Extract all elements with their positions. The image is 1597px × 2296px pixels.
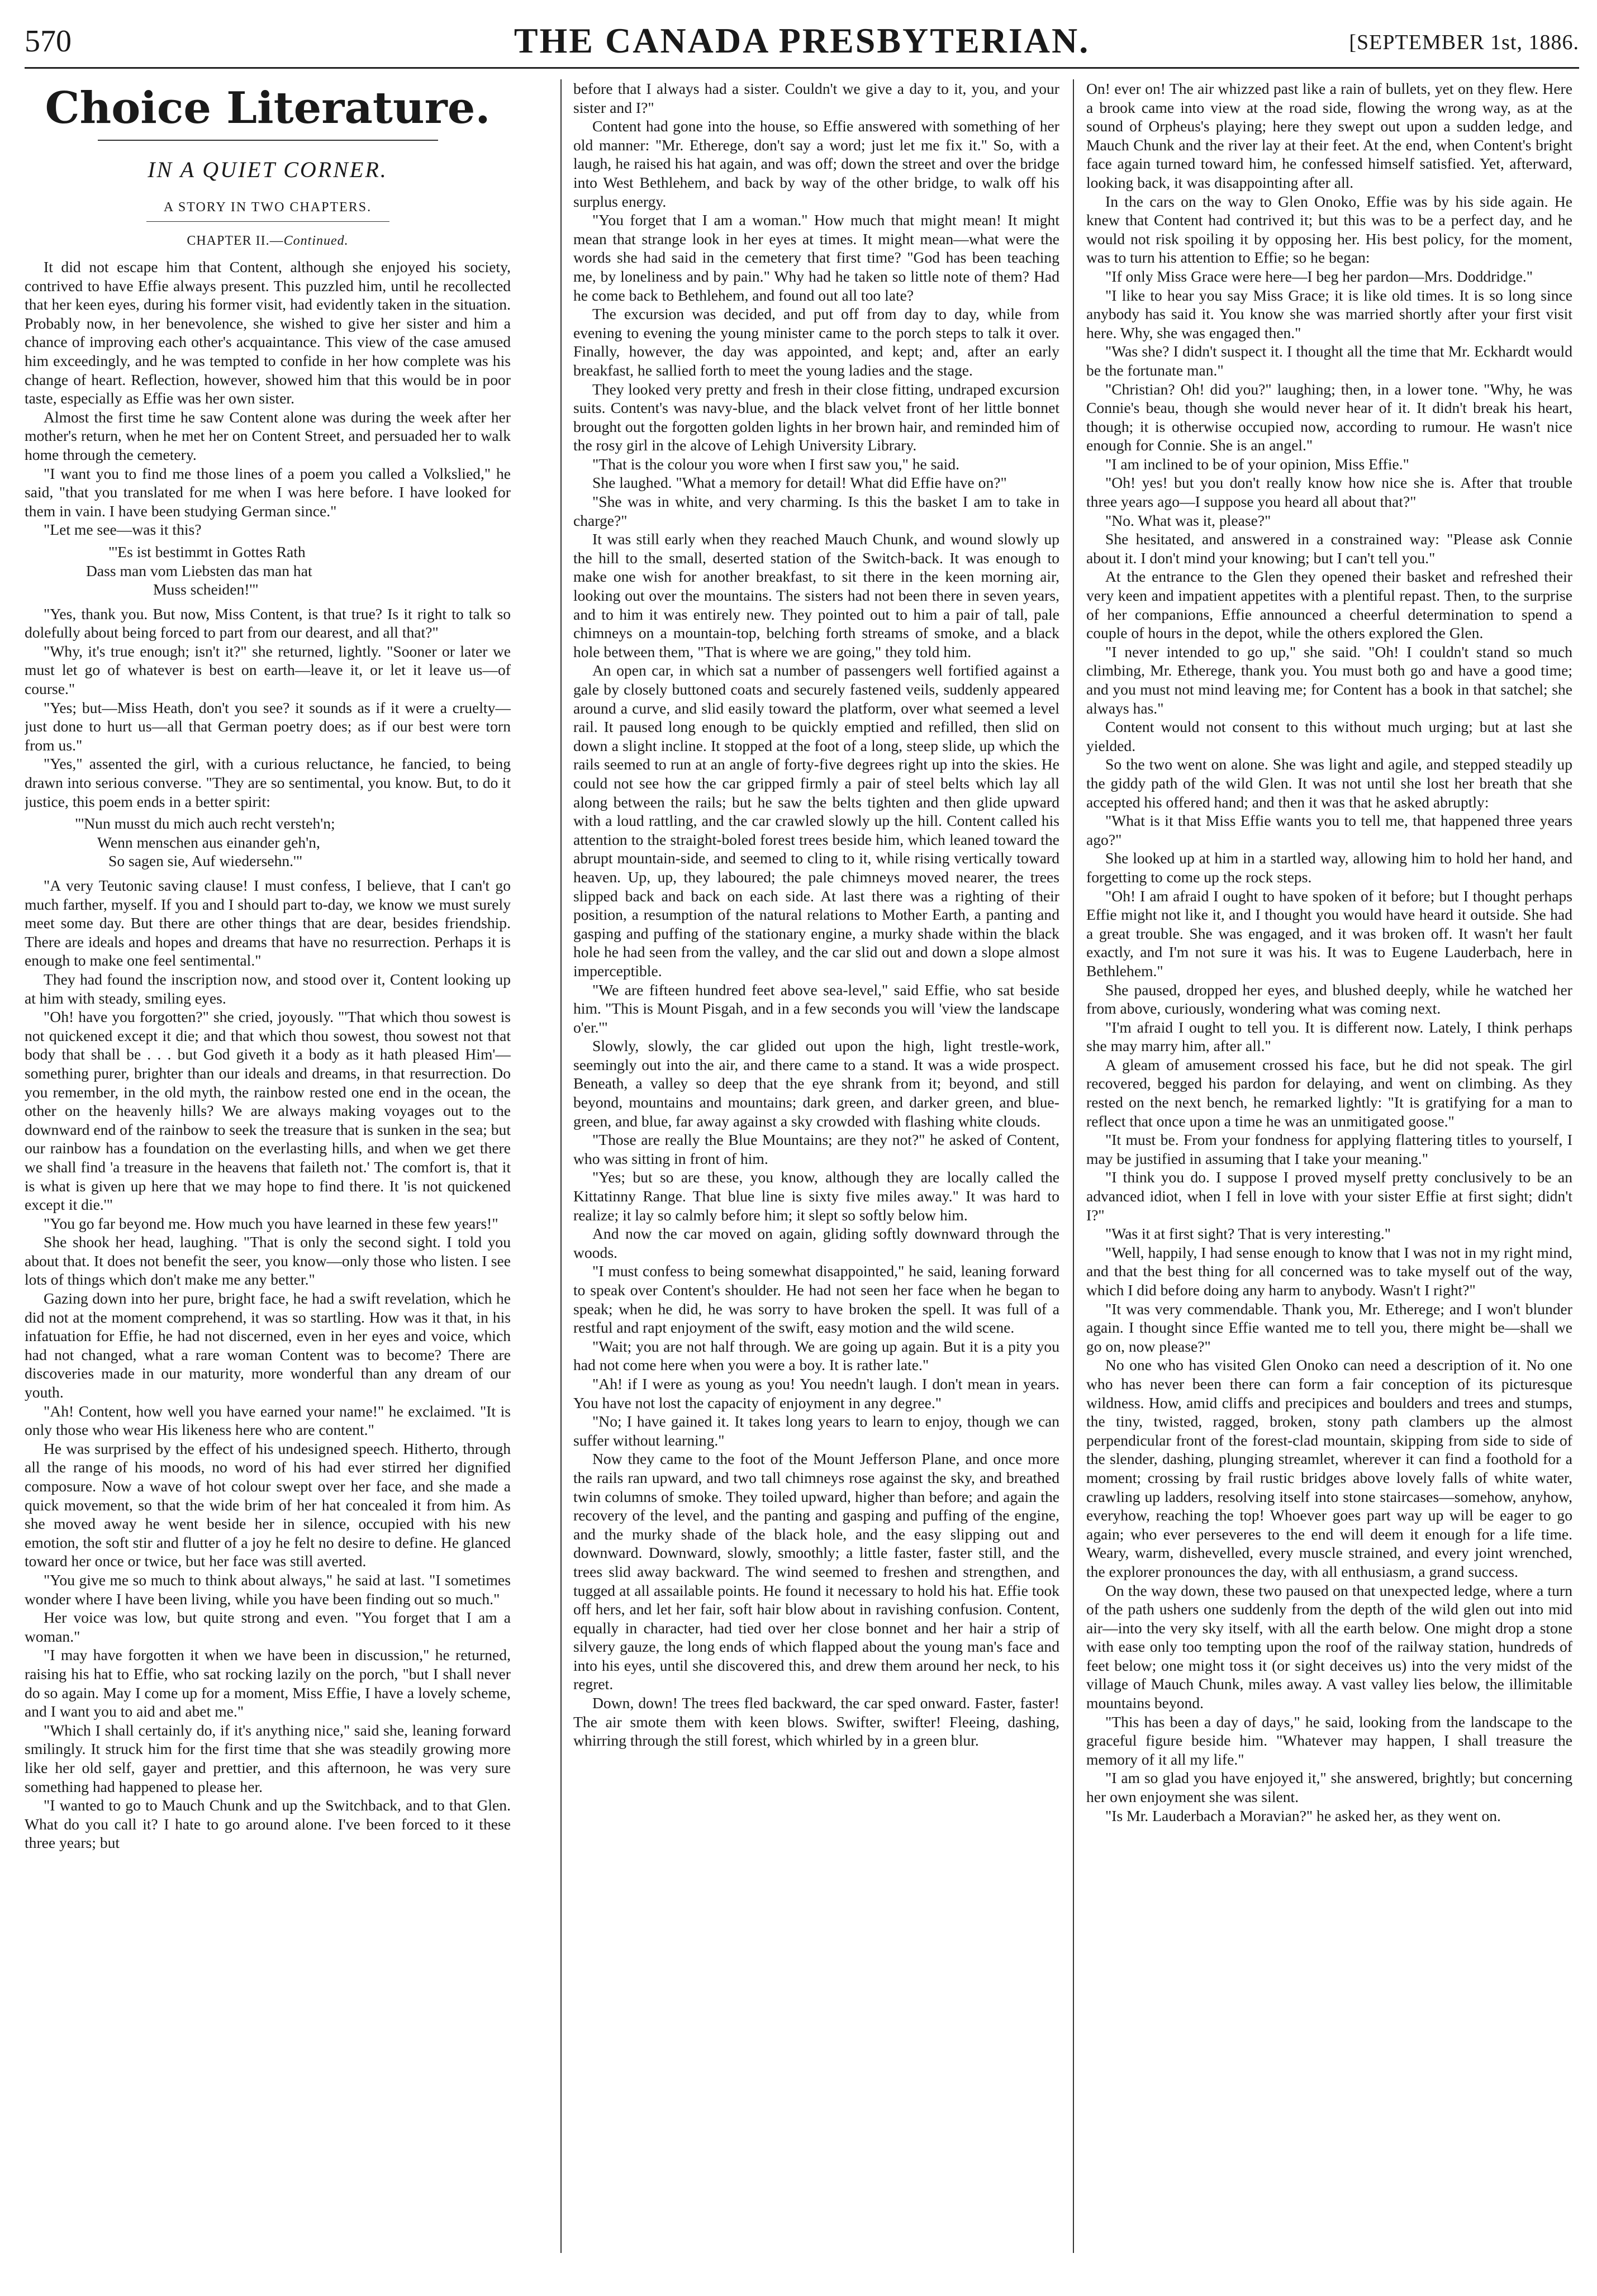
paragraph: "Wait; you are not half through. We are going up again. But it is a pity you had not come here when you were a boy. It is rather late." <box>573 1337 1059 1374</box>
verse-block <box>25 814 511 871</box>
page-number: 570 <box>25 24 72 59</box>
paragraph: "This has been a day of days," he said, looking from the landscape to the graceful figure beside him. "Whatever may happen, I shall treasure the memory of it all my life." <box>1086 1713 1572 1768</box>
paragraph: Down, down! The trees fled backward, the car sped onward. Faster, faster! The air smote them with keen blows. Swifter, swifter! Fleeing, dashing, whirring through the still forest, which whirled by in a green blur. <box>573 1694 1059 1750</box>
paragraph: "Yes," assented the girl, with a curious reluctance, he fancied, to being drawn into serious converse. "They are so sentimental, you know. But, to do it justice, this poem ends in a better spirit: <box>25 755 511 810</box>
paragraph: "I am so glad you have enjoyed it," she answered, brightly; but concerning her own enjoyment she was silent. <box>1086 1769 1572 1806</box>
paragraph: In the cars on the way to Glen Onoko, Effie was by his side again. He knew that Content had contrived it; but this was to be a perfect day, and he would not risk spoiling it by opposing her. His best policy, for the moment, was to turn his attention to Effie; so he began: <box>1086 192 1572 267</box>
paragraph: It did not escape him that Content, although she enjoyed his society, contrived to have Effie always present. This puzzled him, until he recollected that her keen eyes, during his former visit, had evidently taken in the situation. Probably now, in her benevolence, she wished to give her sister and him a chance of improving each other's acquaintance. This view of the case amused him exceedingly, and he was tempted to confide in her how complete was his change of heart. Reflection, however, showed him that this would be in poor taste, especially as Effie was her own sister. <box>25 258 511 407</box>
paragraph: before that I always had a sister. Couldn't we give a day to it, you, and your sister and I?" <box>573 80 1059 116</box>
paragraph: An open car, in which sat a number of passengers well fortified against a gale by closely buttoned coats and securely fastened veils, suddenly appeared around a curve, and slid easily toward the platform, over what seemed a level rail. It paused long enough to be quickly emptied and refilled, then slid on down a slight incline. It stopped at the foot of a long, steep slide, up which the rails seemed to run at an angle of forty-five degrees right up into the skies. He could not see how the car gripped firmly a pair of steel belts which lay all along between the rails; but he saw the belts tighten and then glide upward with a loud rattling, and the car crawled slowly up the hill. Content called his attention to the straight-boled forest trees beside him, which leaned toward the abrupt mountain-side, and seemed to cling to it, while rising vertically toward heaven. Up, up, they laboured; the pale chimneys moved nearer, the trees slipped back and back on each side. At last there was a righting of their position, a resumption of the natural relations to Mother Earth, a panting and gasping and puffing of the stationary engine, a murky shade within the black hole he had seen from the valley, and the car slid out and down a slope almost imperceptible. <box>573 662 1059 980</box>
paragraph: She laughed. "What a memory for detail! What did Effie have on?" <box>592 474 1007 492</box>
paragraph: She shook her head, laughing. "That is only the second sight. I told you about that. It does not benefit the seer, you know—only those who listen. I see lots of things which don't make me any better." <box>25 1233 511 1289</box>
paragraph: "No; I have gained it. It takes long years to learn to enjoy, though we can suffer without learning." <box>573 1413 1059 1449</box>
paragraph: "I may have forgotten it when we have been in discussion," he returned, raising his hat to Effie, who sat rocking lazily on the porch, "but I shall never do so again. May I come up for a moment, Miss Effie, I have a lovely scheme, and I want you to aid and abet me." <box>25 1646 511 1720</box>
paragraph: And now the car moved on again, gliding softly downward through the woods. <box>573 1225 1059 1261</box>
paragraph: "Which I shall certainly do, if it's anything nice," said she, leaning forward smilingly. It struck him for the first time that she was steadily growing more like her old self, gayer and prettier, and this afternoon, he was very sure something had happened to please her. <box>25 1721 511 1795</box>
paragraph: "Oh! have you forgotten?" she cried, joyously. "'That which thou sowest is not quickened except it die; and that which thou sowest, thou sowest not that body that shall be . . . but God giveth it a body as it hath pleased Him'—something purer, brighter than our ideals and dreams, in that resurrection. Do you remember, in the old myth, the rainbow rested one end in the ocean, the other on the heavenly hills? We are always making voyages out to the downward end of the rainbow to seek the treasure that is sunken in the sea; but our rainbow has a foundation on the everlasting hills, and when we get there we shall find 'a treasure in the heavens that faileth not.' The comfort is, that it is what is given up here that we may hope to find there. It 'is not quickened except it die.'" <box>25 1008 511 1214</box>
paragraph: "Yes, thank you. But now, Miss Content, is that true? Is it right to talk so dolefully about being forced to part from our dearest, and all that?" <box>25 605 511 641</box>
paragraph: Her voice was low, but quite strong and even. "You forget that I am a woman." <box>25 1609 511 1645</box>
column-3 <box>1086 79 1572 2253</box>
section-title: Choice Literature. <box>45 83 491 134</box>
paragraph: "I want you to find me those lines of a poem you called a Volkslied," he said, "that you translated for me when I was here before. I have looked for them in vain. I have been studying German since." <box>25 464 511 520</box>
column-2 <box>573 79 1059 2253</box>
paragraph: "I must confess to being somewhat disappointed," he said, leaning forward to speak over Content's shoulder. He had not seen her face when he began to speak; when he did, he was sorry to have broken the spell. It was full of a restful and rapt enjoyment of the swift, easy motion and the wild scene. <box>573 1262 1059 1337</box>
story-title: IN A QUIET CORNER. <box>148 157 388 182</box>
paragraph: "She was in white, and very charming. Is this the basket I am to take in charge?" <box>573 493 1059 529</box>
section-divider <box>98 140 438 141</box>
paragraph: "A very Teutonic saving clause! I must confess, I believe, that I can't go much farther, myself. If you and I should part to-day, we know we must surely meet some day. But there are other things that are dear, besides friendship. There are ideals and hopes and dreams that have no resurrection. Perhaps it is enough to make one feel sentimental." <box>25 877 511 969</box>
paragraph: It was still early when they reached Mauch Chunk, and wound slowly up the hill to the small, deserted station of the Switch-back. It was enough to make one wish for another breakfast, to sit there in the keen morning air, looking out over the mountains. The sisters had not been there in seven years, and to him it was entirely new. They pointed out to him a pair of tall, pale chimneys on a mountain-top, belching forth streams of smoke, and a black hole between them, "That is where we are going," they told him. <box>573 530 1059 660</box>
paragraph: "I'm afraid I ought to tell you. It is different now. Lately, I think perhaps she may marry him, after all." <box>1086 1018 1572 1055</box>
chapter-heading <box>25 231 511 251</box>
paragraph: "Christian? Oh! did you?" laughing; then, in a lower tone. "Why, he was Connie's beau, though she would never hear of it. It didn't break his heart, though; it is otherwise occupied now, according to rumour. He wasn't nice enough for Connie. She is an angel." <box>1086 380 1572 454</box>
paragraph: Content would not consent to this without much urging; but at last she yielded. <box>1086 718 1572 754</box>
paragraph: "Let me see—was it this? <box>44 521 202 539</box>
paragraph: "Oh! I am afraid I ought to have spoken of it before; but I thought perhaps Effie might not like it, and I thought you would have heard it outside. She had a great trouble. She was engaged, and it was broken off. It wasn't her fault exactly, and I'm not sure it was his. It was to Eugene Lauderbach, here in Bethlehem." <box>1086 887 1572 980</box>
column-1 <box>25 79 511 2253</box>
issue-date: [SEPTEMBER 1st, 1886. <box>1349 31 1579 54</box>
verse-line: "'Nun musst du mich auch recht versteh'n; <box>75 815 335 833</box>
paragraph: "What is it that Miss Effie wants you to tell me, that happened three years ago?" <box>1086 812 1572 848</box>
paragraph: On the way down, these two paused on that unexpected ledge, where a turn of the path ushers one suddenly from the depth of the wild glen out into mid air—into the very sky itself, with all the earth below. One might drop a stone with ease only too tempting upon the roof of the railway station, hundreds of feet below; one might toss it (or sight deceives us) into the very midst of the village of Mauch Chunk, miles away. A vast valley lies below, the illimitable mountains beyond. <box>1086 1581 1572 1712</box>
story-heading <box>25 82 511 251</box>
paragraph: A gleam of amusement crossed his face, but he did not speak. The girl recovered, begged his pardon for delaying, and went on climbing. As they rested on the next bench, he remarked lightly: "It is gratifying for a man to reflect that once upon a time he was an unmitigated goose." <box>1086 1056 1572 1130</box>
paragraph: "Was it at first sight? That is very interesting." <box>1105 1225 1391 1243</box>
paragraph: "Was she? I didn't suspect it. I thought all the time that Mr. Eckhardt would be the fortunate man." <box>1086 343 1572 379</box>
paragraph: "Ah! Content, how well you have earned your name!" he exclaimed. "It is only those who wear His likeness here who are content." <box>25 1402 511 1439</box>
paragraph: She looked up at him in a startled way, allowing him to hold her hand, and forgetting to come up the rock steps. <box>1086 849 1572 886</box>
verse-line: "'Es ist bestimmt in Gottes Rath <box>108 543 306 560</box>
masthead: THE CANADA PRESBYTERIAN. <box>514 21 1090 60</box>
paragraph: "Yes; but so are these, you know, although they are locally called the Kittatinny Range. That blue line is sixty five miles away." It was hard to realize; it lay so calmly before him; it slept so softly below him. <box>573 1168 1059 1224</box>
paragraph: No one who has visited Glen Onoko can need a description of it. No one who has never been there can form a fair conception of its picturesque wildness. How, amid cliffs and precipices and boulders and trees and stumps, the tiny, twisted, ragged, broken, stony path clambers up the almost perpendicular front of the forest-clad mountain, skipping from side to side of the slender, dashing, plunging streamlet, wherever it can find a foothold for a moment; crossing by frail rustic bridges above lovely falls of white water, crawling up ladders, resolving itself into stone staircases—somehow, anyhow, everyhow, reaching the top! Whoever goes part way up will be eager to go again; who ever perseveres to the end will deem it enough for a life time. Weary, warm, dishevelled, every muscle strained, and every joint wrenched, the explorer pronounces the day, with all enthusiasm, a grand success. <box>1086 1356 1572 1580</box>
page-header <box>25 20 1579 69</box>
paragraph: She paused, dropped her eyes, and blushed deeply, while he watched her from above, curiously, wondering what was coming next. <box>1086 981 1572 1018</box>
paragraph: So the two went on alone. She was light and agile, and stepped steadily up the giddy path of the wild Glen. It was not until she lost her breath that she accepted his offered hand; and then it was that he asked abruptly: <box>1086 755 1572 811</box>
verse-line: Wenn menschen aus einander geh'n, <box>97 833 320 851</box>
paragraph: "That is the colour you wore when I first saw you," he said. <box>592 455 960 473</box>
paragraph: "You go far beyond me. How much you have learned in these few years!" <box>44 1214 498 1232</box>
paragraph: "Why, it's true enough; isn't it?" she returned, lightly. "Sooner or later we must let go of whatever is best on earth—leave it, or let it leave us—of course." <box>25 642 511 698</box>
paragraph: Content had gone into the house, so Effie answered with something of her old manner: "Mr. Etherege, don't say a word; just let me fix it." So, with a laugh, he raised his hat again, and was off; down the street and over the bridge into West Bethlehem, and back by way of the other bridge, to walk off his surplus energy. <box>573 117 1059 210</box>
verse-line: Dass man vom Liebsten das man hat <box>86 562 312 579</box>
paragraph: "You forget that I am a woman." How much that might mean! It might mean that strange look in her eyes at times. It might mean—what were the words she had said in the cemetery that first time? "God has been teaching me, by loneliness and by pain." Why had he taken so little note of them? Had he come back to Bethlehem, and found out all too late? <box>573 211 1059 304</box>
chapter-label: CHAPTER II.— <box>187 234 284 248</box>
paragraph: "Those are really the Blue Mountains; are they not?" he asked of Content, who was sitting in front of him. <box>573 1131 1059 1167</box>
paragraph: Gazing down into her pure, bright face, he had a swift revelation, which he did not at the moment comprehend, it was so startling. How was it that, in his infatuation for Effie, he had not discerned, even in her eyes and voice, which had not changed, what a rare woman Content was to become? There are discoveries made in our maturity, more wonderful than any dream of our youth. <box>25 1290 511 1401</box>
paragraph: "Is Mr. Lauderbach a Moravian?" he asked her, as they went on. <box>1105 1807 1501 1824</box>
paragraph: Now they came to the foot of the Mount Jefferson Plane, and once more the rails ran upward, and two tall chimneys rose against the sky, and breathed twin columns of smoke. They toiled upward, higher than before; and again the recovery of the level, and the panting and gasping and puffing of the engine, and the murky shade of the black hole, and the easy slipping out and downward. Downward, slowly, smoothly; a little faster, faster still, and the trees slid away backward. The wind seemed to freshen and strengthen, and tugged at all assailable points. He found it necessary to hold his hat. Effie took off hers, and let her fair, soft hair blow about in ravishing confusion. Content, equally in character, had tied over her close bonnet and her hair a strip of silvery gauze, the long ends of which flapped about the young man's face and into his eyes, until she discovered this, and drew them around her neck, to his regret. <box>573 1450 1059 1693</box>
paragraph: At the entrance to the Glen they opened their basket and refreshed their very keen and impatient appetites with a plentiful repast. Then, to the surprise of her companions, Effie announced a cheerful determination to spend a couple of hours in the depot, while the others explored the Glen. <box>1086 568 1572 642</box>
paragraph: "You give me so much to think about always," he said at last. "I sometimes wonder where I have been living, while you have been finding out so much." <box>25 1571 511 1608</box>
story-subtitle: A STORY IN TWO CHAPTERS. <box>146 198 389 222</box>
paragraph: On! ever on! The air whizzed past like a rain of bullets, yet on they flew. Here a brook came into view at the road side, flowing the wrong way, as at the sound of Orpheus's playing; here they swept out upon a sudden ledge, and Mauch Chunk and the river lay at their feet. At the end, when Content's bright face again turned toward him, he confessed himself satisfied. Yet, afterward, looking back, it was disappointing after all. <box>1086 80 1572 191</box>
paragraph: "No. What was it, please?" <box>1105 511 1271 529</box>
verse-block <box>25 543 511 599</box>
paragraph: "We are fifteen hundred feet above sea-level," said Effie, who sat beside him. "This is Mount Pisgah, and in a few seconds you will 'view the landscape o'er.'" <box>573 981 1059 1036</box>
paragraph: "I never intended to go up," she said. "Oh! I couldn't stand so much climbing, Mr. Etherege, thank you. You must both go and have a good time; and you must not mind leaving me; for Content has a book in that satchel; she always has." <box>1086 643 1572 717</box>
paragraph: The excursion was decided, and put off from day to day, while from evening to evening the young minister came to the porch steps to talk it over. Finally, however, the day was appointed, and kept; and, after an early breakfast, he sallied forth to meet the young ladies and the stage. <box>573 305 1059 379</box>
verse-line: So sagen sie, Auf wiedersehn.'" <box>108 852 303 870</box>
paragraph: "I am inclined to be of your opinion, Miss Effie." <box>1105 455 1409 473</box>
paragraph: "It was very commendable. Thank you, Mr. Etherege; and I won't blunder again. I thought since Effie wanted me to tell you, there might be—shall we go on, now please?" <box>1086 1300 1572 1355</box>
paragraph: "I like to hear you say Miss Grace; it is like old times. It is so long since anybody has said it. You know she was married shortly after your first visit here. Why, she was engaged then." <box>1086 286 1572 341</box>
paragraph: "I wanted to go to Mauch Chunk and up the Switchback, and to that Glen. What do you call it? I hate to go around alone. I've been forced to it these three years; but <box>25 1796 511 1852</box>
paragraph: Almost the first time he saw Content alone was during the week after her mother's return, when he met her on Content Street, and persuaded her to walk home through the cemetery. <box>25 408 511 463</box>
chapter-note: Continued. <box>283 234 349 248</box>
paragraph: They had found the inscription now, and stood over it, Content looking up at him with steady, smiling eyes. <box>25 970 511 1007</box>
paragraph: He was surprised by the effect of his undesigned speech. Hitherto, through all the range of his moods, no word of his had ever stirred her dignified composure. Now a wave of hot colour swept over her face, and she made a quick movement, so that the wide brim of her hat concealed it from him. As she moved away he went beside her in silence, occupied with his new emotion, the soft stir and flutter of a joy he felt no desire to define. He glanced toward her once or twice, but her face was still averted. <box>25 1439 511 1570</box>
paragraph: "Oh! yes! but you don't really know how nice she is. After that trouble three years ago—I suppose you heard all about that?" <box>1086 474 1572 511</box>
paragraph: "Well, happily, I had sense enough to know that I was not in my right mind, and that the best thing for all concerned was to take myself out of the way, which I did before doing any harm to anybody. Wasn't I right?" <box>1086 1243 1572 1299</box>
column-rule <box>1073 79 1074 2253</box>
column-rule <box>560 79 562 2253</box>
paragraph: "Ah! if I were as young as you! You needn't laugh. I don't mean in years. You have not lost the capacity of enjoyment in any degree." <box>573 1375 1059 1411</box>
paragraph: "Yes; but—Miss Heath, don't you see? it sounds as if it were a cruelty—just done to hurt us—all that German poetry does; as if our best were torn from us." <box>25 698 511 754</box>
paragraph: "I think you do. I suppose I proved myself pretty conclusively to be an advanced idiot, when I fell in love with your sister Effie at first sight; didn't I?" <box>1086 1168 1572 1224</box>
paragraph: She hesitated, and answered in a constrained way: "Please ask Connie about it. I don't mind your knowing; but I can't tell you." <box>1086 530 1572 567</box>
paragraph: "If only Miss Grace were here—I beg her pardon—Mrs. Doddridge." <box>1105 267 1533 285</box>
paragraph: They looked very pretty and fresh in their close fitting, undraped excursion suits. Content's was navy-blue, and the black velvet front of her little bonnet brought out the forgotten golden lights in her brown hair, and reminded him of the rosy girl in the alcove of Lehigh University Library. <box>573 380 1059 454</box>
verse-line: Muss scheiden!'" <box>153 581 259 598</box>
paragraph: Slowly, slowly, the car glided out upon the high, light trestle-work, seemingly out into the air, and there came to a stand. It was a wide prospect. Beneath, a valley so deep that the eye shrank from it; beyond, and still beyond, mountains and mountains; dark green, and darker green, and blue-green, and blue, far away against a sky crowded with flashing white clouds. <box>573 1037 1059 1130</box>
paragraph: "It must be. From your fondness for applying flattering titles to yourself, I may be justified in assuming that I take your meaning." <box>1086 1131 1572 1167</box>
